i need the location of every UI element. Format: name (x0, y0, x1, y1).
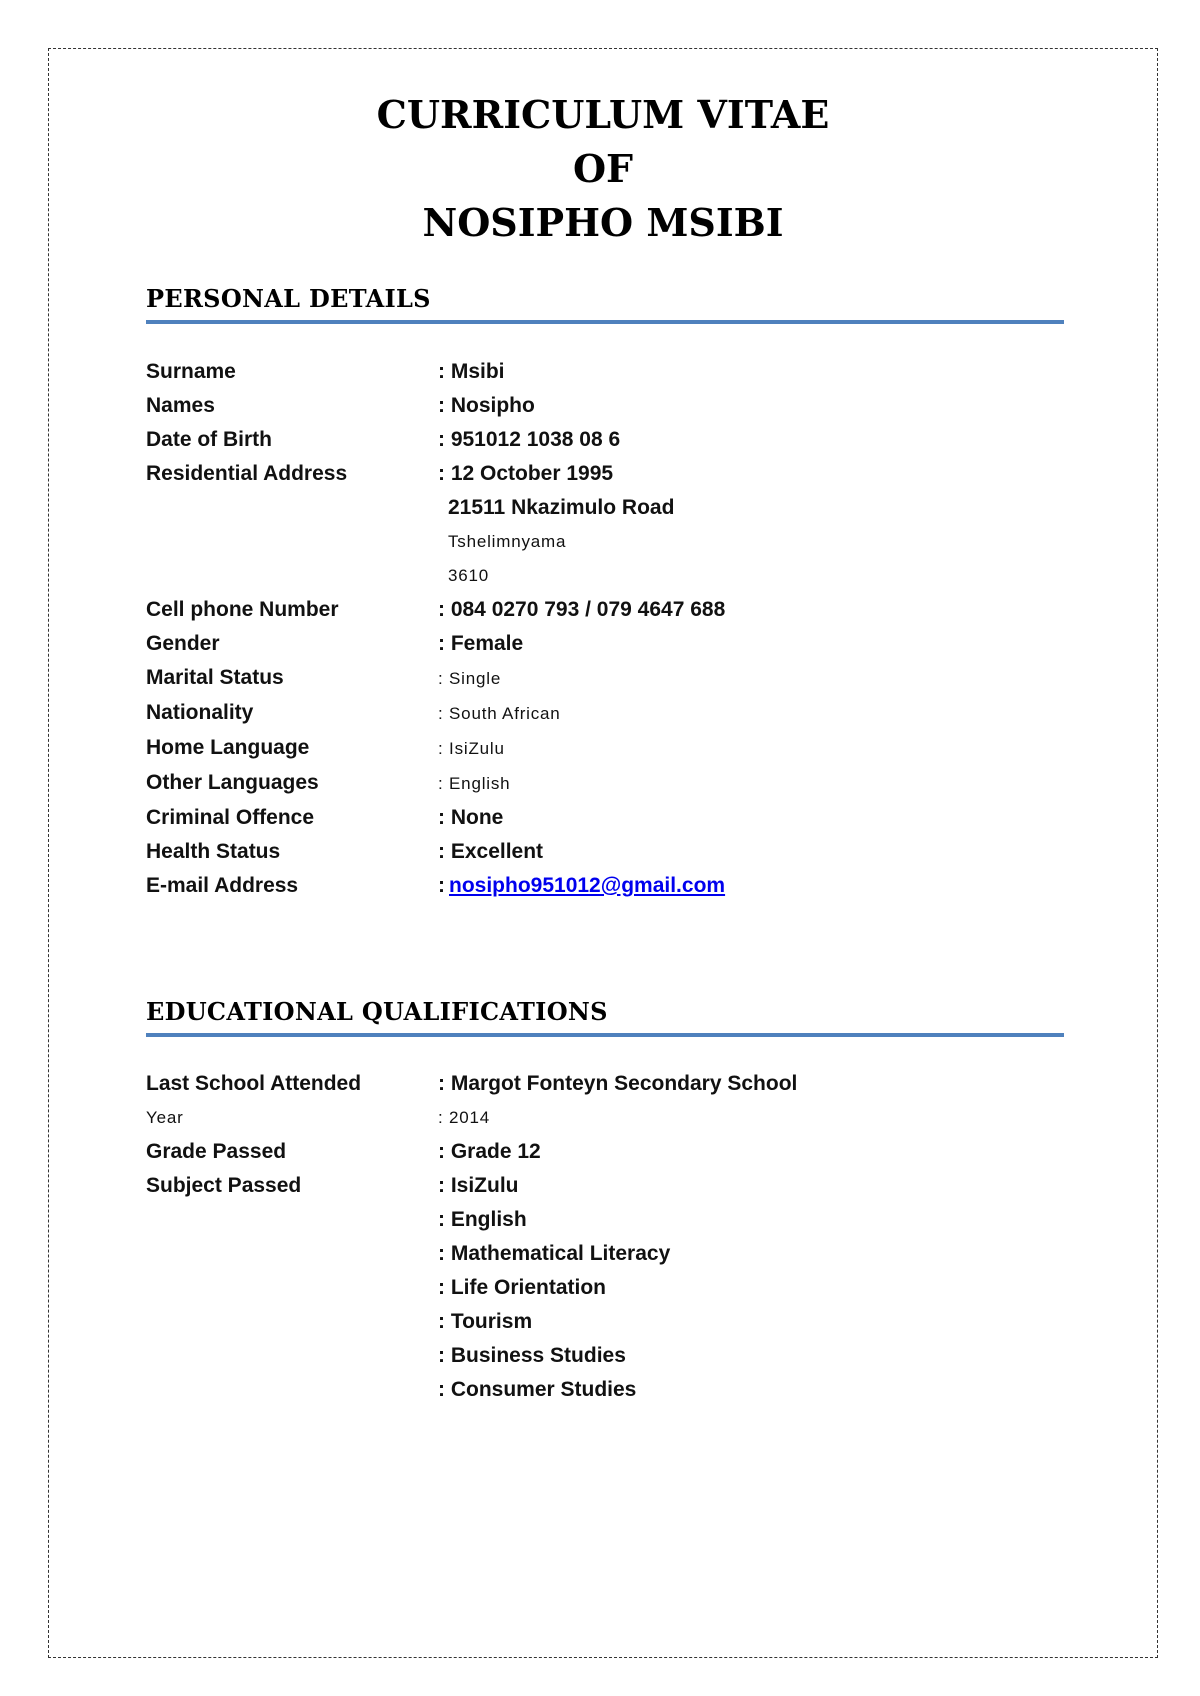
row-grade (146, 1135, 1064, 1169)
marital-value: : Single (438, 669, 502, 688)
row-dob (146, 423, 1064, 457)
dob-label: Date of Birth (146, 428, 272, 451)
year-label: Year (146, 1108, 184, 1127)
title-line-1: CURRICULUM VITAE (376, 92, 830, 137)
gender-value: : Female (438, 632, 524, 655)
home-language-value: : IsiZulu (438, 739, 505, 758)
cell-label: Cell phone Number (146, 598, 339, 621)
names-value: : Nosipho (438, 394, 535, 417)
home-language-label: Home Language (146, 736, 310, 759)
subject-item: : Consumer Studies (438, 1378, 637, 1401)
criminal-label: Criminal Offence (146, 806, 315, 829)
health-label: Health Status (146, 840, 281, 863)
address-line-1: : 12 October 1995 (438, 462, 614, 485)
nationality-label: Nationality (146, 701, 254, 724)
email-link[interactable]: nosipho951012@gmail.com (449, 874, 726, 897)
subject-item: : English (438, 1208, 527, 1231)
school-value: : Margot Fonteyn Secondary School (438, 1072, 798, 1095)
row-subject-2 (146, 1203, 1064, 1237)
row-subject-6 (146, 1339, 1064, 1373)
personal-details-list (146, 355, 1064, 903)
row-gender (146, 627, 1064, 661)
row-home-language (146, 731, 1064, 766)
address-line-4: 3610 (448, 566, 490, 585)
row-address-4 (146, 559, 1064, 593)
email-label: E-mail Address (146, 874, 299, 897)
personal-details-heading: PERSONAL DETAILS (146, 284, 431, 313)
year-value: : 2014 (438, 1108, 491, 1127)
grade-value: : Grade 12 (438, 1140, 541, 1163)
row-other-languages (146, 766, 1064, 801)
subject-item: : Life Orientation (438, 1276, 606, 1299)
title-line-2: OF (572, 146, 634, 191)
row-marital (146, 661, 1064, 696)
row-address-3 (146, 525, 1064, 559)
subject-item: : Tourism (438, 1310, 533, 1333)
row-subject-7 (146, 1373, 1064, 1407)
email-value-wrap (438, 869, 725, 903)
dob-value: : 951012 1038 08 6 (438, 428, 621, 451)
personal-details-rule (146, 320, 1064, 324)
grade-label: Grade Passed (146, 1140, 287, 1163)
subject-item: : Mathematical Literacy (438, 1242, 671, 1265)
education-details-list (146, 1067, 1064, 1407)
gender-label: Gender (146, 632, 220, 655)
row-subject-4 (146, 1271, 1064, 1305)
other-languages-label: Other Languages (146, 771, 319, 794)
names-label: Names (146, 394, 215, 417)
row-subject-3 (146, 1237, 1064, 1271)
education-heading: EDUCATIONAL QUALIFICATIONS (146, 997, 608, 1026)
row-health (146, 835, 1064, 869)
criminal-value: : None (438, 806, 504, 829)
row-email (146, 869, 1064, 903)
email-colon: : (438, 874, 445, 897)
row-cell (146, 593, 1064, 627)
marital-label: Marital Status (146, 666, 284, 689)
row-names (146, 389, 1064, 423)
subjects-label: Subject Passed (146, 1174, 302, 1197)
row-school (146, 1067, 1064, 1101)
other-languages-value: : English (438, 774, 511, 793)
surname-label: Surname (146, 360, 236, 383)
row-nationality (146, 696, 1064, 731)
subject-item: : IsiZulu (438, 1174, 519, 1197)
address-label: Residential Address (146, 462, 348, 485)
document-title (48, 88, 1158, 250)
address-line-2: 21511 Nkazimulo Road (448, 496, 675, 519)
row-surname (146, 355, 1064, 389)
row-address-2 (146, 491, 1064, 525)
subject-item: : Business Studies (438, 1344, 626, 1367)
row-subject-5 (146, 1305, 1064, 1339)
row-criminal (146, 801, 1064, 835)
school-label: Last School Attended (146, 1072, 362, 1095)
title-line-3: NOSIPHO MSIBI (422, 200, 784, 245)
row-address (146, 457, 1064, 491)
cell-value: : 084 0270 793 / 079 4647 688 (438, 598, 726, 621)
nationality-value: : South African (438, 704, 561, 723)
row-year (146, 1101, 1064, 1135)
health-value: : Excellent (438, 840, 544, 863)
education-rule (146, 1033, 1064, 1037)
address-line-3: Tshelimnyama (448, 532, 567, 551)
surname-value: : Msibi (438, 360, 505, 383)
row-subject-1 (146, 1169, 1064, 1203)
